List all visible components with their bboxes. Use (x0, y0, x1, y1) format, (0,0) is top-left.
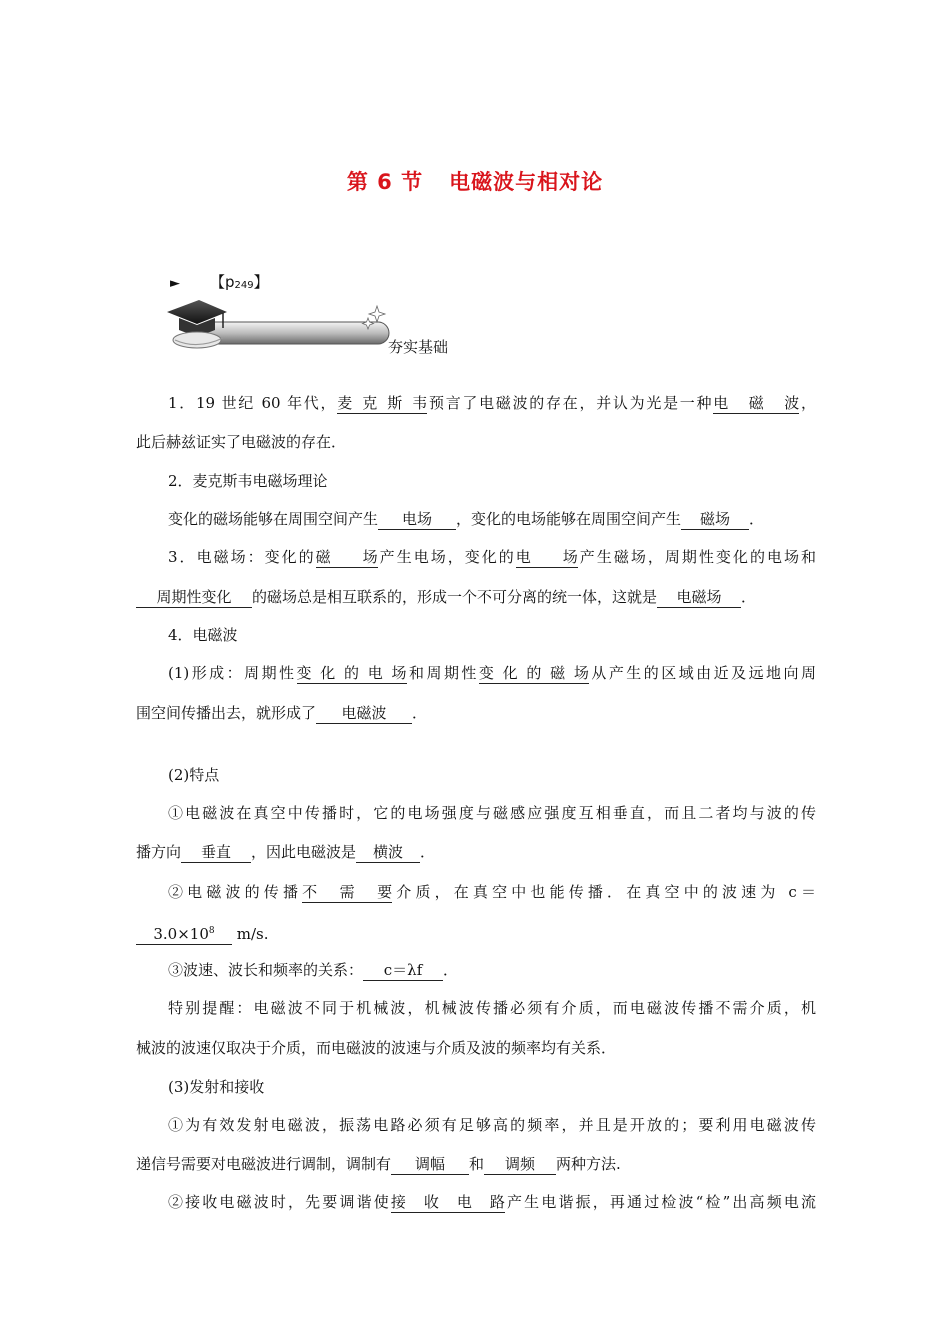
q4-heading: 4．电磁波 (168, 626, 238, 644)
blank-answer: 电磁波 (713, 394, 800, 412)
q4-tip-line1: 特别提醒：电磁波不同于机械波，机械波传播必须有介质，而电磁波传播不需介质，机 (168, 999, 816, 1017)
q4-form-line2: 围空间传播出去，就形成了 电磁波 ． (136, 704, 428, 722)
q4-feature1-line2: 播方向 垂直 ，因此电磁波是 横波 ． (136, 843, 436, 861)
q2-line: 变化的磁场能够在周围空间产生 电场 ，变化的电场能够在周围空间产生 磁场 ． (168, 510, 765, 528)
page-marker: ► 【$p_{249}$】 (170, 273, 269, 291)
q3-line1: 3．电磁场：变化的磁场产生电场，变化的电场产生磁场，周期性变化的电场和 (168, 548, 816, 566)
blank-answer: 垂直 (181, 843, 251, 863)
q1-line1: 1．19 世纪 60 年代，麦克斯韦预言了电磁波的存在，并认为光是一种电磁波， (168, 394, 816, 412)
triangle-arrow-icon: ► (170, 276, 180, 291)
blank-answer: 电场 (378, 510, 456, 530)
banner-label: 夯实基础 (388, 338, 449, 356)
blank-answer: 接收电路 (390, 1193, 505, 1211)
blank-answer: 电场 (515, 548, 578, 566)
blank-answer: 横波 (356, 843, 420, 863)
q4-emit2-line1: ②接收电磁波时，先要调谐使接收电路产生电谐振，再通过检波“检”出高频电流 (168, 1193, 816, 1211)
q4-feature2-line2: $3.0\times 10^8$ m/s. (136, 922, 816, 945)
blank-answer: 磁场 (681, 510, 749, 530)
blank-answer: 周期性变化 (136, 588, 252, 608)
page-ref: 249 (234, 280, 254, 291)
q4-form-line1: (1)形成：周期性变化的电场和周期性变化的磁场从产生的区域由近及远地向周 (168, 664, 816, 682)
blank-answer: 电磁波 (316, 704, 412, 724)
q4-features-heading: (2)特点 (168, 766, 220, 784)
q4-feature2-line1: ②电磁波的传播不需要介质，在真空中也能传播．在真空中的波速为 c＝ (168, 883, 816, 901)
q4-emit1-line2: 递信号需要对电磁波进行调制，调制有 调幅 和 调频 两种方法. (136, 1155, 621, 1173)
q3-line2: 周期性变化 的磁场总是相互联系的，形成一个不可分离的统一体，这就是 电磁场 ． (136, 587, 816, 608)
q4-emit-heading: (3)发射和接收 (168, 1078, 265, 1096)
blank-answer: 电磁场 (657, 588, 741, 608)
blank-answer: 磁场 (315, 548, 378, 566)
blank-answer: c＝λf (363, 961, 443, 981)
q2-heading: 2．麦克斯韦电磁场理论 (168, 472, 328, 490)
q4-feature1-line1: ①电磁波在真空中传播时，它的电场强度与磁感应强度互相垂直，而且二者均与波的传 (168, 804, 816, 822)
blank-answer: 调幅 (391, 1155, 469, 1175)
blank-answer-speed: $3.0\times 10^8$ (136, 922, 232, 945)
section-number: 第 6 节 (346, 170, 424, 194)
blank-answer: 不需要 (302, 883, 393, 901)
section-name: 电磁波与相对论 (449, 170, 604, 194)
blank-answer: 变化的电场 (296, 664, 407, 682)
blank-answer: 调频 (484, 1155, 556, 1175)
blank-answer: 麦克斯韦 (337, 394, 428, 412)
q4-tip-line2: 械波的波速仅取决于介质，而电磁波的波速与介质及波的频率均有关系． (136, 1039, 617, 1057)
q4-emit1-line1: ①为有效发射电磁波，振荡电路必须有足够高的频率，并且是开放的；要利用电磁波传 (168, 1116, 816, 1134)
blank-answer: 变化的磁场 (478, 664, 589, 682)
section-title (0, 166, 950, 196)
q4-feature3-line: ③波速、波长和频率的关系： c＝λf ． (168, 961, 459, 979)
q1-line2: 此后赫兹证实了电磁波的存在． (136, 433, 347, 451)
